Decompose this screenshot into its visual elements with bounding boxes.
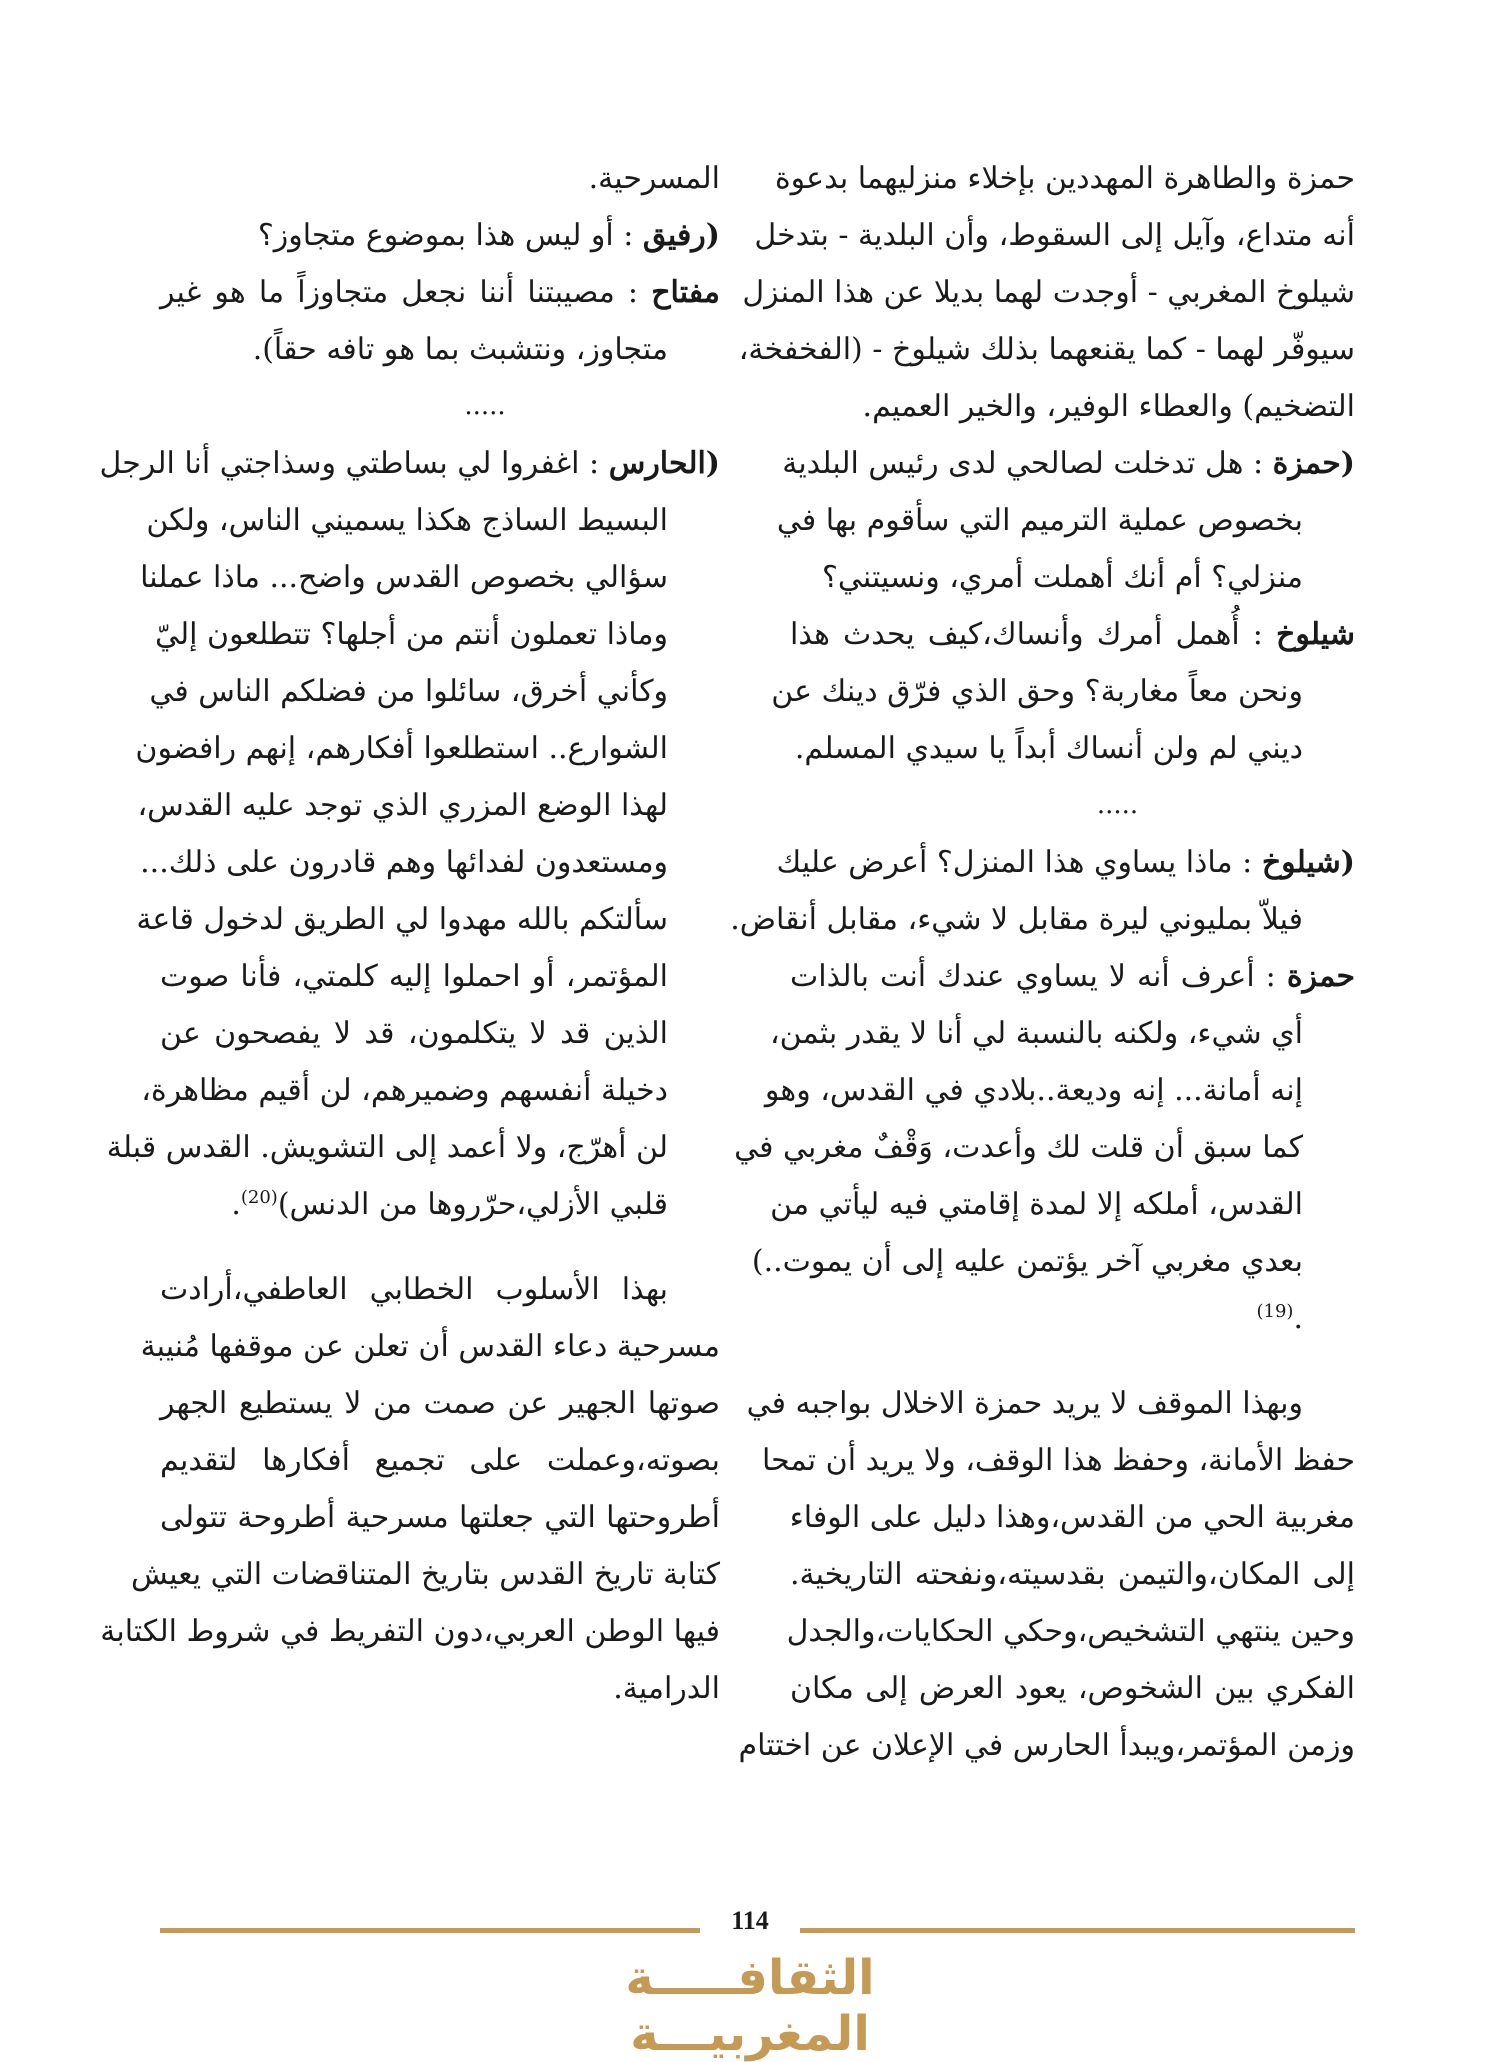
text-line [790, 720, 1355, 777]
speaker-name: مفتاح [651, 275, 720, 310]
line-text: وكأني أخرق، سائلوا من فضلكم الناس في [149, 674, 668, 709]
text-line [790, 1546, 1355, 1603]
text-line [155, 606, 720, 663]
line-text: : ماذا يساوي هذا المنزل؟ أعرض عليك [776, 845, 1262, 880]
text-line [771, 663, 1355, 720]
line-text: : أعرف أنه لا يساوي عندك أنت بالذات [790, 959, 1287, 994]
text-line [776, 834, 1355, 891]
footer-rule-right [800, 1928, 1355, 1933]
line-text: المسرحية. [588, 161, 720, 196]
text-line [146, 492, 720, 549]
ellipsis: ..... [1096, 790, 1139, 820]
line-text: لن أهرّج، ولا أعمد إلى التشويش. القدس قبلة [106, 1130, 668, 1165]
line-text: وماذا تعملون أنتم من أجلها؟ تتطلعون إليّ [155, 617, 668, 652]
line-text: . [1293, 1301, 1303, 1336]
line-text: مسرحية دعاء القدس أن تعلن عن موقفها مُنيبة [140, 1329, 720, 1364]
text-line [99, 435, 720, 492]
line-text: الفكري بين الشخوص، يعود العرض إلى مكان [790, 1671, 1355, 1706]
text-line [761, 1432, 1355, 1489]
text-line [790, 378, 1355, 435]
line-text: بهذا الأسلوب الخطابي العاطفي،أرادت [160, 1272, 668, 1307]
line-text: أي شيء، ولكنه بالنسبة لي أنا لا يقدر بثمن، [769, 1016, 1303, 1051]
line-text: الذين قد لا يتكلمون، قد لا يفصحون عن [160, 1016, 668, 1051]
line-text: : اغفروا لي بساطتي وسذاجتي أنا الرجل [99, 446, 609, 481]
line-text: بصوته،وعملت على تجميع أفكارها لتقديم [160, 1443, 720, 1478]
line-text: منزلي؟ أم أنك أهملت أمري، ونسيتني؟ [822, 560, 1303, 595]
line-text: ونحن معاً مغاربة؟ وحق الذي فرّق دينك عن [771, 674, 1303, 709]
text-line [734, 1119, 1355, 1176]
left-column-dialogue-2 [99, 435, 720, 1233]
text-line [738, 321, 1355, 378]
line-text: : أُهمل أمرك وأنساك،كيف يحدث هذا [790, 617, 1277, 652]
line-text: سألتكم بالله مهدوا لي الطريق لدخول قاعة [136, 902, 668, 937]
footnote-ref: (20) [240, 1187, 278, 1208]
text-line [160, 207, 720, 264]
text-line [160, 1375, 720, 1432]
text-line [136, 891, 720, 948]
masthead-logo: الثقافـــــة المغربيـــة [625, 1950, 875, 2062]
text-line [790, 1660, 1355, 1717]
line-text: القدس، أملكه إلا لمدة إقامتي فيه ليأتي من [770, 1187, 1303, 1222]
text-line [751, 1233, 1355, 1290]
text-line [140, 1318, 720, 1375]
text-line [769, 1005, 1355, 1062]
line-text: الشوارع.. استطلعوا أفكارهم، إنهم رافضون [135, 731, 668, 766]
text-line [776, 492, 1355, 549]
text-line [100, 1603, 720, 1660]
text-line [160, 1432, 720, 1489]
line-text: إنه أمانة... إنه وديعة..بلادي في القدس، وهو [764, 1073, 1303, 1108]
text-line [160, 321, 720, 378]
text-line [790, 1290, 1355, 1347]
line-text: ومستعدون لفدائها وهم قادرون على ذلك... [140, 845, 668, 880]
left-column-dialogue-1 [160, 150, 720, 378]
speaker-name: حمزة [1286, 959, 1355, 994]
text-line [764, 1062, 1355, 1119]
text-line [140, 834, 720, 891]
text-line [746, 1375, 1355, 1432]
text-line [770, 1176, 1355, 1233]
line-text: بعدي مغربي آخر يؤتمن عليه إلى أن يموت..) [751, 1244, 1303, 1279]
text-line [106, 1119, 720, 1176]
line-text: حفظ الأمانة، وحفظ هذا الوقف، ولا يريد أن تمحا [761, 1443, 1355, 1478]
text-line [130, 1546, 720, 1603]
line-text: صوتها الجهير عن صمت من لا يستطيع الجهر [160, 1386, 720, 1421]
speaker-name: (الحارس [608, 446, 720, 481]
line-text: إلى المكان،والتيمن بقدسيته،ونفحته التاريخية. [790, 1557, 1355, 1592]
line-text: : مصيبتنا أننا نجعل متجاوزاً ما هو غير [160, 275, 652, 310]
line-text: التضخيم) والعطاء الوفير، والخير العميم. [862, 389, 1355, 424]
line-text: : هل تدخلت لصالحي لدى رئيس البلدية [782, 446, 1273, 481]
text-line [160, 1660, 720, 1717]
text-line [790, 1489, 1355, 1546]
ellipsis: ..... [464, 391, 506, 421]
text-line [160, 264, 720, 321]
text-line [790, 606, 1355, 663]
right-column-dialogue-2 [730, 834, 1355, 1347]
line-text: وزمن المؤتمر،ويبدأ الحارس في الإعلان عن اختتام [738, 1728, 1355, 1763]
speaker-name: شيلوخ [1276, 617, 1355, 652]
line-text: وبهذا الموقف لا يريد حمزة الاخلال بواجبه في [746, 1386, 1303, 1421]
line-text: سؤالي بخصوص القدس واضح... ماذا عملنا [140, 560, 668, 595]
speaker-name: (شيلوخ [1261, 845, 1355, 880]
line-tail: . [231, 1187, 241, 1222]
footnote-ref: (19) [1256, 1301, 1294, 1322]
right-column [730, 150, 1355, 1774]
footer-rule-left [160, 1928, 700, 1933]
left-column-paragraph [100, 1261, 720, 1717]
text-line [730, 891, 1355, 948]
line-text: أطروحتها التي جعلتها مسرحية أطروحة تتولى [160, 1500, 720, 1535]
line-text: سيوفّر لهما - كما يقنعهما بذلك شيلوخ - (الفخفخة، [738, 332, 1355, 367]
text-line [790, 948, 1355, 1005]
line-text: وحين ينتهي التشخيص،وحكي الحكايات،والجدل [786, 1614, 1355, 1649]
line-text: ديني لم ولن أنساك أبداً يا سيدي المسلم. [794, 731, 1303, 766]
text-line [774, 150, 1355, 207]
text-line [782, 435, 1355, 492]
left-column [99, 150, 720, 1717]
text-line [754, 207, 1355, 264]
line-text: كما سبق أن قلت لك وأعدت، وَقْفٌ مغربي في [734, 1130, 1303, 1165]
line-text: أنه متداع، وآيل إلى السقوط، وأن البلدية - بتدخل [754, 218, 1355, 253]
line-text: فيها الوطن العربي،دون التفريط في شروط الكتابة [100, 1614, 720, 1649]
line-text: شيلوخ المغربي - أوجدت لهما بديلا عن هذا المنزل [742, 275, 1355, 310]
speaker-name: (حمزة [1272, 446, 1355, 481]
line-text: دخيلة أنفسهم وضميرهم، لن أقيم مظاهرة، [141, 1073, 668, 1108]
text-line [160, 1261, 720, 1318]
text-line [786, 1603, 1355, 1660]
text-line [135, 720, 720, 777]
line-text: فيلاّ بمليوني ليرة مقابل لا شيء، مقابل أنقاض. [730, 902, 1303, 937]
text-line [738, 1717, 1355, 1774]
line-text: كتابة تاريخ القدس بتاريخ المتناقضات التي يعيش [130, 1557, 720, 1592]
text-line [160, 1489, 720, 1546]
text-line [137, 777, 720, 834]
speaker-name: (رفيق [642, 218, 720, 253]
text-line [141, 1062, 720, 1119]
line-text: مغربية الحي من القدس،وهذا دليل على الوفاء [789, 1500, 1355, 1535]
line-text: المؤتمر، أو احملوا إليه كلمتي، فأنا صوت [160, 959, 668, 994]
right-column-paragraph [738, 1375, 1355, 1774]
text-line [140, 549, 720, 606]
line-text: الدرامية. [613, 1671, 720, 1706]
text-line [742, 264, 1355, 321]
line-text: قلبي الأزلي،حرّروها من الدنس) [277, 1187, 668, 1222]
page-number: 114 [731, 1906, 769, 1935]
text-line [160, 948, 720, 1005]
line-text: متجاوز، ونتشبث بما هو تافه حقاً). [252, 332, 668, 367]
text-line [160, 1005, 720, 1062]
line-text: : أو ليس هذا بموضوع متجاوز؟ [257, 218, 643, 253]
line-text: البسيط الساذج هكذا يسميني الناس، ولكن [146, 503, 668, 538]
text-line [160, 1176, 720, 1233]
text-line [790, 549, 1355, 606]
right-column-dialogue-1 [738, 150, 1355, 777]
line-text: لهذا الوضع المزري الذي توجد عليه القدس، [137, 788, 668, 823]
line-text: بخصوص عملية الترميم التي سأقوم بها في [776, 503, 1303, 538]
text-line [160, 150, 720, 207]
text-line [149, 663, 720, 720]
line-text: حمزة والطاهرة المهددين بإخلاء منزليهما بدعوة [774, 161, 1355, 196]
